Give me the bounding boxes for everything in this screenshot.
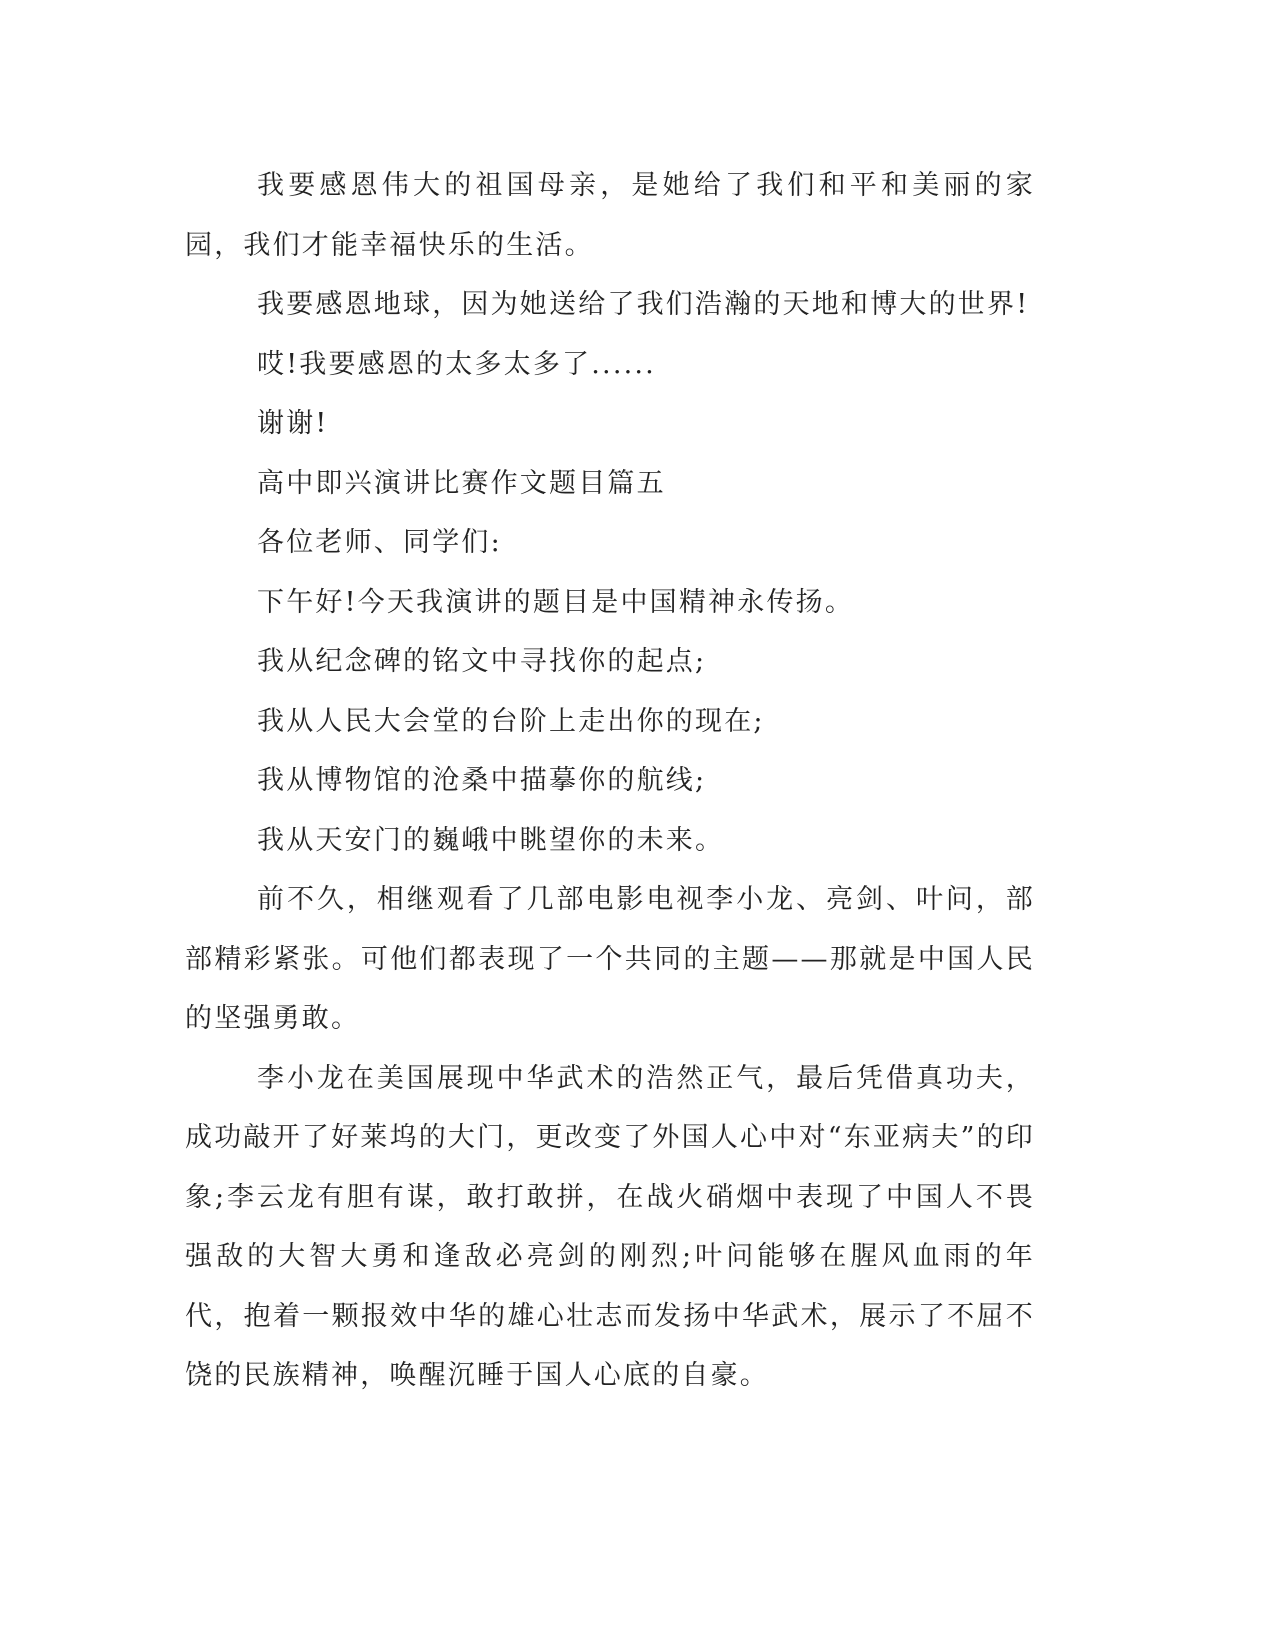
paragraph: 我要感恩地球，因为她送给了我们浩瀚的天地和博大的世界! [257,289,1030,320]
paragraph: 谢谢! [257,408,329,439]
document-body [185,156,1035,1406]
paragraph: 我从博物馆的沧桑中描摹你的航线; [257,765,707,796]
salutation: 各位老师、同学们: [257,527,502,558]
paragraph: 我从天安门的巍峨中眺望你的未来。 [257,824,725,856]
paragraph: 下午好!今天我演讲的题目是中国精神永传扬。 [257,586,855,618]
paragraph: 我从纪念碑的铭文中寻找你的起点; [257,646,707,677]
paragraph: 我从人民大会堂的台阶上走出你的现在; [257,705,765,737]
paragraph: 哎!我要感恩的太多太多了...... [257,348,656,380]
section-heading: 高中即兴演讲比赛作文题目篇五 [257,467,666,499]
paragraph: 李小龙在美国展现中华武术的浩然正气，最后凭借真功夫，成功敲开了好莱坞的大门，更改变了外国人心中对“东亚病夫”的印象;李云龙有胆有谋，敢打敢拼，在战火硝烟中表现了中国人不畏强敌的大智大勇和逢敌必亮剑的刚烈;叶问能够在腥风血雨的年代，抱着一颗报效中华的雄心壮志而发扬中华武术，展示了不屈不饶的民族精神，唤醒沉睡于国人心底的自豪。 [185,1062,1035,1391]
paragraph: 前不久，相继观看了几部电影电视李小龙、亮剑、叶问，部部精彩紧张。可他们都表现了一个共同的主题——那就是中国人民的坚强勇敢。 [185,884,1035,1034]
paragraph: 我要感恩伟大的祖国母亲，是她给了我们和平和美丽的家园，我们才能幸福快乐的生活。 [185,170,1035,261]
